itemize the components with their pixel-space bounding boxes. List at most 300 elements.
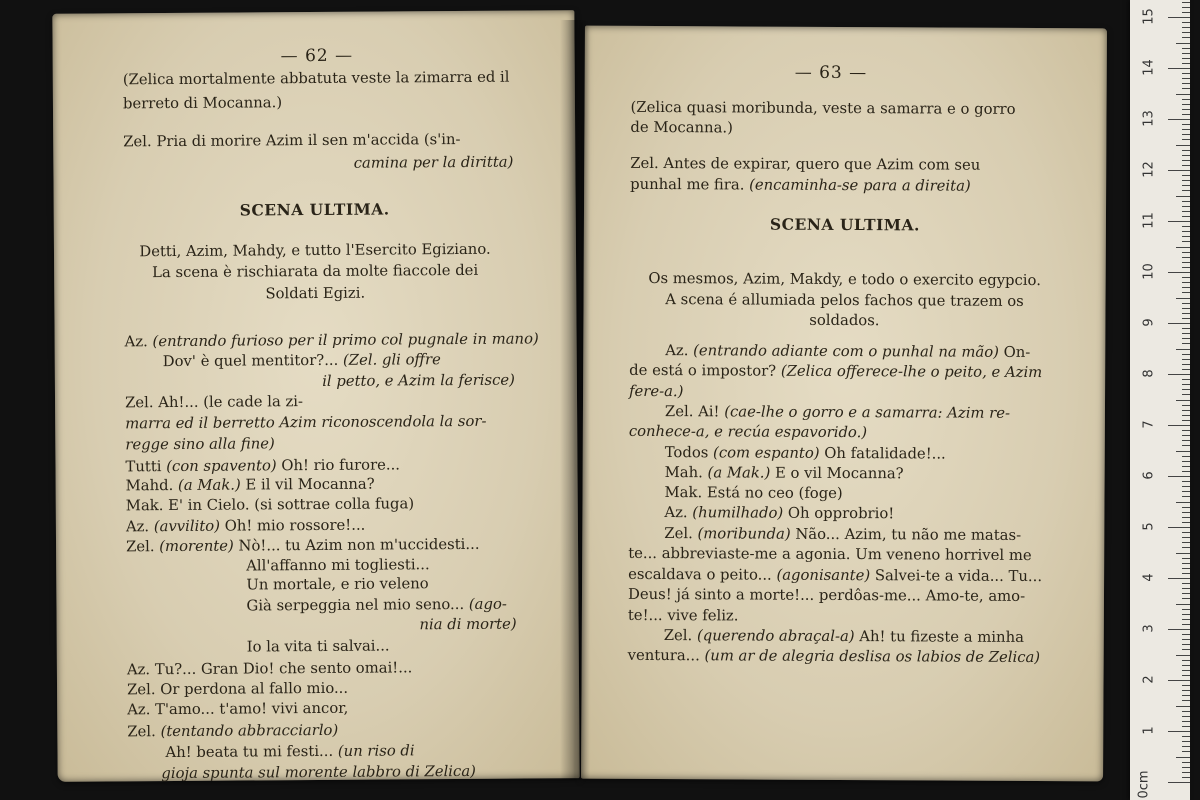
ruler-tick bbox=[1168, 476, 1190, 477]
text-line bbox=[246, 575, 428, 594]
line-text: La scena è rischiarata da molte fiaccole dei bbox=[152, 261, 479, 282]
ruler-tick bbox=[1182, 716, 1190, 717]
ruler-tick bbox=[1182, 58, 1190, 59]
ruler-tick bbox=[1168, 578, 1190, 579]
text-line bbox=[54, 283, 576, 305]
ruler-tick bbox=[1182, 313, 1190, 314]
line-text: T'amo... t'amo! vivi ancor, bbox=[155, 699, 349, 719]
ruler-tick bbox=[1182, 746, 1190, 747]
page-number: — 63 — bbox=[794, 62, 868, 84]
stage-direction: camina per la diritta) bbox=[353, 153, 514, 172]
text-line bbox=[123, 131, 460, 151]
ruler-tick bbox=[1182, 695, 1190, 696]
ruler-tick bbox=[1182, 593, 1190, 594]
text-line bbox=[246, 596, 506, 616]
text-line bbox=[126, 476, 375, 496]
ruler-tick bbox=[1182, 354, 1190, 355]
ruler-tick bbox=[1182, 389, 1190, 390]
ruler-tick bbox=[1182, 644, 1190, 645]
line-text: All'affanno mi togliesti... bbox=[246, 556, 430, 575]
text-line bbox=[125, 456, 400, 476]
ruler-tick bbox=[1182, 303, 1190, 304]
ruler-tick bbox=[1182, 741, 1190, 742]
stage-direction: fere-a.) bbox=[629, 382, 684, 401]
ruler-tick bbox=[1182, 777, 1190, 778]
ruler-tick bbox=[1182, 430, 1190, 431]
ruler-tick bbox=[1182, 609, 1190, 610]
line-text: Az. bbox=[125, 518, 150, 536]
line-text: Os mesmos, Azim, Makdy, e todo o exercito egypcio. bbox=[648, 269, 1041, 290]
text-line bbox=[628, 607, 739, 626]
text-line bbox=[583, 311, 1105, 332]
line-text: (Zelica mortalmente abbatuta veste la zimarra ed il bbox=[122, 68, 510, 89]
ruler-tick bbox=[1182, 522, 1190, 523]
line-text: Mahd. bbox=[125, 476, 174, 495]
ruler-tick bbox=[1182, 155, 1190, 156]
ruler-tick bbox=[1168, 425, 1190, 426]
text-line bbox=[628, 586, 1025, 606]
line-text: Tutti bbox=[125, 458, 162, 476]
ruler-tick bbox=[1182, 675, 1190, 676]
ruler-number: 8 bbox=[1141, 369, 1157, 378]
line-text: Está no ceo (foge) bbox=[706, 484, 843, 502]
ruler-tick bbox=[1182, 27, 1190, 28]
text-line bbox=[126, 536, 480, 556]
text-line bbox=[125, 330, 539, 351]
line-text: E il vil Mocanna? bbox=[245, 475, 375, 494]
line-text: Ah! tu fizeste a minha bbox=[859, 628, 1024, 646]
line-text: Salvei-te a vida... Tu... bbox=[874, 567, 1043, 586]
ruler-tick bbox=[1182, 7, 1190, 8]
ruler-number: 9 bbox=[1141, 318, 1157, 327]
ruler-tick bbox=[1182, 394, 1190, 395]
line-text: Mah. bbox=[664, 464, 703, 482]
ruler-tick bbox=[1168, 680, 1190, 681]
text-line bbox=[126, 517, 366, 537]
line-text: Oh! rio furore... bbox=[281, 456, 401, 475]
ruler-tick bbox=[1182, 216, 1190, 217]
line-text: Già serpeggia nel mio seno... bbox=[246, 595, 465, 615]
ruler-tick bbox=[1182, 568, 1190, 569]
ruler-number: 7 bbox=[1141, 420, 1157, 429]
stage-direction: (entrando adiante com o punhal na mão) bbox=[693, 342, 999, 361]
line-text: ventura... bbox=[627, 646, 700, 665]
stage-direction: (agonisante) bbox=[776, 566, 871, 585]
text-line bbox=[583, 291, 1105, 312]
ruler-tick bbox=[1176, 502, 1190, 503]
ruler-tick bbox=[1182, 379, 1190, 380]
line-text: Az. bbox=[127, 701, 151, 719]
ruler-tick bbox=[1182, 466, 1190, 467]
ruler-tick bbox=[1182, 690, 1190, 691]
ruler-tick bbox=[1176, 196, 1190, 197]
ruler-tick bbox=[1182, 134, 1190, 135]
ruler-tick bbox=[1182, 660, 1190, 661]
line-text: Soldati Egizi. bbox=[265, 284, 366, 303]
text-line bbox=[629, 383, 683, 401]
stage-direction: (un riso di bbox=[337, 742, 415, 760]
text-line bbox=[127, 680, 348, 700]
ruler-tick bbox=[1182, 624, 1190, 625]
stage-direction: conhece-a, e recúa espavorido.) bbox=[628, 422, 868, 442]
line-text: Zel. bbox=[127, 723, 156, 741]
text-line bbox=[630, 119, 733, 138]
ruler-tick bbox=[1182, 772, 1190, 773]
line-text: Mak. bbox=[664, 484, 703, 502]
ruler-tick bbox=[1182, 236, 1190, 237]
stage-direction: (a Mak.) bbox=[177, 476, 241, 494]
stage-direction: (morente) bbox=[159, 537, 234, 556]
scene-heading: SCENA ULTIMA. bbox=[239, 199, 390, 220]
ruler-tick bbox=[1182, 343, 1190, 344]
line-text: de está o impostor? bbox=[629, 361, 777, 380]
line-text: E' in Cielo. (si sottrae colla fuga) bbox=[168, 495, 415, 515]
ruler-tick bbox=[1182, 139, 1190, 140]
ruler-tick bbox=[1182, 573, 1190, 574]
ruler-number: 4 bbox=[1141, 573, 1157, 582]
line-text: Oh fatalidade!... bbox=[824, 444, 946, 463]
line-text: Detti, Azim, Mahdy, e tutto l'Esercito Egiziano. bbox=[139, 240, 491, 261]
ruler-tick bbox=[1182, 22, 1190, 23]
ruler-number: 12 bbox=[1141, 161, 1157, 178]
ruler-tick bbox=[1182, 445, 1190, 446]
ruler-number: 15 bbox=[1141, 8, 1157, 25]
ruler-tick bbox=[1182, 685, 1190, 686]
text-line bbox=[123, 94, 282, 113]
line-text: Zel. bbox=[664, 525, 693, 543]
ruler-tick bbox=[1168, 68, 1190, 69]
ruler-tick bbox=[1182, 252, 1190, 253]
ruler-tick bbox=[1182, 333, 1190, 334]
scene-heading: SCENA ULTIMA. bbox=[769, 214, 920, 235]
ruler-number: 1 bbox=[1141, 726, 1157, 735]
line-text: A scena é allumiada pelos fachos que trazem os bbox=[665, 291, 1024, 310]
line-text: Zel. Ai! bbox=[664, 403, 720, 421]
ruler-tick bbox=[1182, 165, 1190, 166]
line-text: Az. bbox=[126, 661, 151, 679]
ruler-tick bbox=[1182, 532, 1190, 533]
text-line bbox=[584, 270, 1106, 291]
ruler-tick bbox=[1168, 782, 1190, 783]
ruler-tick bbox=[1182, 211, 1190, 212]
line-text: Ah! beata tu mi festi... bbox=[165, 742, 334, 762]
ruler-tick bbox=[1182, 726, 1190, 727]
text-line bbox=[630, 155, 980, 175]
line-text: Io la vita ti salvai... bbox=[246, 637, 390, 656]
line-text: Não... Azim, tu não me matas- bbox=[795, 525, 1022, 544]
ruler-tick bbox=[1182, 185, 1190, 186]
ruler-tick bbox=[1182, 670, 1190, 671]
ruler-tick bbox=[1182, 63, 1190, 64]
ruler-tick bbox=[1176, 247, 1190, 248]
ruler-tick bbox=[1182, 83, 1190, 84]
line-text: Zel. Antes de expirar, quero que Azim com seu bbox=[630, 154, 981, 174]
ruler-tick bbox=[1182, 471, 1190, 472]
stage-direction: (a Mak.) bbox=[707, 464, 771, 482]
ruler-tick bbox=[1168, 272, 1190, 273]
line-text: (Zelica quasi moribunda, veste a samarra e o gorro bbox=[630, 98, 1016, 118]
ruler-tick bbox=[1182, 639, 1190, 640]
ruler-tick bbox=[1182, 231, 1190, 232]
ruler-tick bbox=[1182, 262, 1190, 263]
measuring-ruler bbox=[1130, 0, 1190, 800]
text-line bbox=[630, 176, 971, 196]
line-text: Ah!... (le cade la zi- bbox=[158, 393, 304, 412]
ruler-tick bbox=[1182, 53, 1190, 54]
text-line bbox=[54, 240, 576, 262]
ruler-tick bbox=[1176, 706, 1190, 707]
line-text: Todos bbox=[664, 444, 709, 462]
ruler-tick bbox=[1182, 104, 1190, 105]
ruler-number: 5 bbox=[1141, 522, 1157, 531]
ruler-tick bbox=[1182, 486, 1190, 487]
text-line bbox=[665, 342, 1030, 362]
line-text: Un mortale, e rio veleno bbox=[246, 575, 429, 594]
ruler-tick bbox=[1182, 37, 1190, 38]
text-line bbox=[628, 545, 1032, 565]
stage-direction: nia di morte) bbox=[419, 615, 517, 634]
text-line bbox=[665, 444, 946, 463]
text-line bbox=[665, 464, 904, 483]
book-spine bbox=[560, 20, 590, 780]
text-line bbox=[664, 627, 1024, 647]
text-line bbox=[629, 362, 1042, 382]
ruler-tick bbox=[1182, 598, 1190, 599]
stage-direction: (um ar de alegria deslisa os labios de Zelica) bbox=[704, 647, 1041, 667]
text-line bbox=[165, 742, 414, 762]
line-text: Zel. bbox=[125, 538, 155, 556]
text-line bbox=[628, 647, 1041, 667]
stage-direction: (moribunda) bbox=[697, 525, 791, 543]
ruler-tick bbox=[1182, 180, 1190, 181]
ruler-tick bbox=[1182, 99, 1190, 100]
ruler-tick bbox=[1168, 323, 1190, 324]
ruler-number: 14 bbox=[1141, 59, 1157, 76]
text-line bbox=[126, 495, 414, 515]
ruler-tick bbox=[1182, 308, 1190, 309]
text-line bbox=[630, 99, 1015, 119]
text-line bbox=[665, 403, 1010, 423]
ruler-tick bbox=[1182, 405, 1190, 406]
text-line bbox=[125, 435, 275, 454]
ruler-tick bbox=[1168, 527, 1190, 528]
ruler-tick bbox=[1176, 553, 1190, 554]
stage-direction: (encaminha-se para a direita) bbox=[749, 176, 971, 195]
ruler-tick bbox=[1176, 400, 1190, 401]
ruler-tick bbox=[1182, 328, 1190, 329]
ruler-tick bbox=[1182, 88, 1190, 89]
ruler-tick bbox=[1182, 491, 1190, 492]
stage-direction: (ago- bbox=[468, 595, 507, 613]
ruler-tick bbox=[1176, 145, 1190, 146]
ruler-tick bbox=[1182, 226, 1190, 227]
ruler-tick bbox=[1182, 2, 1190, 3]
stage-direction: regge sino alla fine) bbox=[125, 435, 275, 454]
ruler-tick bbox=[1182, 338, 1190, 339]
text-line bbox=[125, 393, 303, 412]
line-text: Pria di morire Azim il sen m'accida (s'in- bbox=[156, 130, 461, 151]
ruler-tick bbox=[1182, 410, 1190, 411]
text-line bbox=[123, 69, 510, 90]
line-text: Oh! mio rossore!... bbox=[224, 516, 366, 535]
ruler-tick bbox=[1182, 456, 1190, 457]
ruler-tick bbox=[1182, 588, 1190, 589]
line-text: Mak. bbox=[125, 497, 164, 515]
ruler-tick bbox=[1182, 435, 1190, 436]
text-line bbox=[664, 525, 1021, 545]
ruler-tick bbox=[1182, 558, 1190, 559]
ruler-tick bbox=[1182, 12, 1190, 13]
ruler-tick bbox=[1182, 751, 1190, 752]
ruler-tick bbox=[1182, 721, 1190, 722]
ruler-tick bbox=[1182, 257, 1190, 258]
ruler-tick bbox=[1182, 481, 1190, 482]
ruler-tick bbox=[1168, 374, 1190, 375]
stage-direction: (con spavento) bbox=[166, 457, 277, 476]
ruler-tick bbox=[1182, 160, 1190, 161]
ruler-tick bbox=[1182, 614, 1190, 615]
line-text: Az. bbox=[124, 333, 148, 351]
ruler-tick bbox=[1182, 48, 1190, 49]
ruler-tick bbox=[1182, 634, 1190, 635]
stage-direction: (Zelica offerece-lhe o peito, e Azim bbox=[780, 362, 1043, 382]
stage-direction: gioja spunta sul morente labbro di Zelica) bbox=[161, 762, 476, 783]
text-line bbox=[54, 261, 576, 283]
stage-direction: marra ed il berretto Azim riconoscendola la sor- bbox=[125, 412, 487, 433]
text-line bbox=[419, 616, 516, 635]
ruler-tick bbox=[1176, 43, 1190, 44]
stage-direction: (humilhado) bbox=[692, 504, 784, 522]
ruler-tick bbox=[1182, 665, 1190, 666]
text-line bbox=[664, 504, 894, 523]
ruler-tick bbox=[1182, 563, 1190, 564]
ruler-tick bbox=[1182, 461, 1190, 462]
ruler-tick bbox=[1182, 767, 1190, 768]
line-text: Deus! já sinto a morte!... perdôas-me... Amo-te, amo- bbox=[627, 585, 1026, 605]
ruler-tick bbox=[1176, 451, 1190, 452]
left-page bbox=[52, 10, 579, 782]
ruler-tick bbox=[1176, 757, 1190, 758]
ruler-number: 6 bbox=[1141, 471, 1157, 480]
ruler-tick bbox=[1182, 619, 1190, 620]
line-text: Dov' è quel mentitor?... bbox=[162, 351, 339, 371]
ruler-tick bbox=[1182, 384, 1190, 385]
line-text: de Mocanna.) bbox=[630, 118, 733, 137]
line-text: berreto di Mocanna.) bbox=[122, 94, 283, 113]
ruler-tick bbox=[1168, 629, 1190, 630]
text-line bbox=[163, 351, 441, 371]
line-text: Az. bbox=[664, 504, 688, 522]
ruler-tick bbox=[1168, 170, 1190, 171]
text-line bbox=[628, 566, 1042, 586]
ruler-tick bbox=[1168, 731, 1190, 732]
ruler-number: 11 bbox=[1141, 212, 1157, 229]
text-line bbox=[354, 154, 514, 173]
ruler-tick bbox=[1176, 604, 1190, 605]
ruler-tick bbox=[1182, 73, 1190, 74]
text-line bbox=[247, 637, 390, 656]
stage-direction: (cae-lhe o gorro e a samarra: Azim re- bbox=[724, 403, 1011, 422]
ruler-tick bbox=[1182, 542, 1190, 543]
ruler-tick bbox=[1182, 517, 1190, 518]
text-line bbox=[664, 484, 842, 503]
ruler-tick bbox=[1182, 496, 1190, 497]
line-text: punhal me fira. bbox=[630, 175, 745, 194]
ruler-tick bbox=[1168, 17, 1190, 18]
ruler-number: 13 bbox=[1141, 110, 1157, 127]
ruler-tick bbox=[1182, 78, 1190, 79]
ruler-tick bbox=[1182, 129, 1190, 130]
line-text: Zel. bbox=[663, 627, 693, 645]
ruler-number: 2 bbox=[1141, 675, 1157, 684]
line-text: Tu?... Gran Dio! che sento omai!... bbox=[154, 659, 413, 679]
text-line bbox=[322, 372, 515, 391]
line-text: te!... vive feliz. bbox=[627, 606, 739, 625]
ruler-tick bbox=[1182, 124, 1190, 125]
ruler-tick bbox=[1182, 507, 1190, 508]
ruler-unit: 0cm bbox=[1136, 770, 1152, 799]
ruler-tick bbox=[1182, 512, 1190, 513]
page-number: — 62 — bbox=[280, 45, 354, 67]
ruler-tick bbox=[1182, 201, 1190, 202]
text-line bbox=[246, 556, 430, 575]
line-text: Nò!... tu Azim non m'uccidesti... bbox=[238, 535, 480, 555]
ruler-tick bbox=[1182, 736, 1190, 737]
line-text: Zel. bbox=[126, 681, 156, 699]
ruler-tick bbox=[1182, 282, 1190, 283]
ruler-tick bbox=[1182, 241, 1190, 242]
text-line bbox=[127, 722, 338, 741]
ruler-tick bbox=[1182, 32, 1190, 33]
ruler-tick bbox=[1182, 175, 1190, 176]
line-text: soldados. bbox=[809, 311, 880, 330]
stage-direction: (avvilito) bbox=[153, 517, 221, 536]
ruler-tick bbox=[1176, 94, 1190, 95]
stage-direction: (entrando furioso per il primo col pugnale in mano) bbox=[152, 330, 539, 351]
ruler-tick bbox=[1176, 298, 1190, 299]
ruler-tick bbox=[1182, 292, 1190, 293]
text-line bbox=[127, 659, 413, 679]
ruler-tick bbox=[1182, 547, 1190, 548]
stage-direction: il petto, e Azim la ferisce) bbox=[322, 371, 515, 390]
ruler-tick bbox=[1182, 150, 1190, 151]
ruler-number: 10 bbox=[1141, 263, 1157, 280]
ruler-tick bbox=[1168, 221, 1190, 222]
ruler-tick bbox=[1182, 420, 1190, 421]
ruler-tick bbox=[1182, 583, 1190, 584]
ruler-tick bbox=[1182, 318, 1190, 319]
line-text: Or perdona al fallo mio... bbox=[160, 679, 349, 699]
ruler-tick bbox=[1182, 440, 1190, 441]
stage-direction: (tentando abbracciarlo) bbox=[160, 721, 339, 741]
text-line bbox=[125, 413, 486, 434]
ruler-tick bbox=[1168, 119, 1190, 120]
stage-direction: (querendo abraçal-a) bbox=[696, 627, 855, 646]
ruler-tick bbox=[1182, 762, 1190, 763]
ruler-tick bbox=[1182, 649, 1190, 650]
ruler-tick bbox=[1182, 190, 1190, 191]
ruler-tick bbox=[1182, 711, 1190, 712]
ruler-tick bbox=[1182, 277, 1190, 278]
stage-direction: (Zel. gli offre bbox=[342, 351, 441, 369]
text-line bbox=[58, 762, 580, 784]
text-line bbox=[127, 700, 348, 720]
line-text: Zel. bbox=[123, 133, 152, 151]
ruler-tick bbox=[1182, 364, 1190, 365]
ruler-tick bbox=[1182, 109, 1190, 110]
ruler-tick bbox=[1182, 206, 1190, 207]
ruler-tick bbox=[1182, 369, 1190, 370]
